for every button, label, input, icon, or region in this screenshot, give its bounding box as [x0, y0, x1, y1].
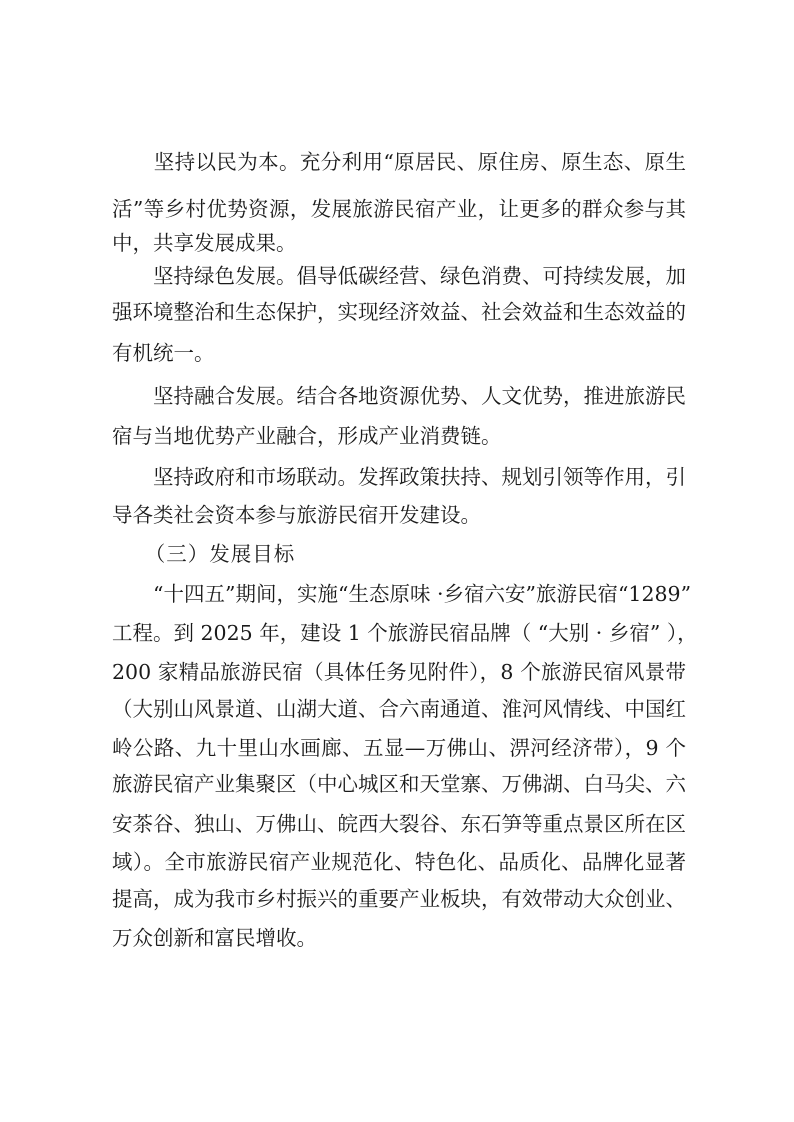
paragraph-green-line-1: 坚持绿色发展。倡导低碳经营、绿色消费、可持续发展，加 — [112, 264, 686, 288]
paragraph-goals-line-9: 提高，成为我市乡村振兴的重要产业板块，有效带动大众创业、 — [112, 887, 686, 911]
paragraph-goals-line-4: （大别山风景道、山湖大道、合六南通道、淮河风情线、中国红 — [112, 697, 686, 721]
paragraph-goals-line-5: 岭公路、九十里山水画廊、五显—万佛山、淠河经济带），9 个 — [112, 736, 686, 760]
section-heading-goals: （三）发展目标 — [112, 542, 296, 566]
paragraph-goals-line-3: 200 家精品旅游民宿（具体任务见附件），8 个旅游民宿风景带 — [112, 660, 686, 684]
paragraph-green-line-2: 强环境整治和生态保护，实现经济效益、社会效益和生态效益的 — [112, 300, 686, 324]
paragraph-green-line-3: 有机统一。 — [112, 341, 215, 365]
paragraph-government-line-2: 导各类社会资本参与旅游民宿开发建设。 — [112, 503, 481, 527]
paragraph-goals-line-1: “十四五”期间，实施“生态原味 ·乡宿六安”旅游民宿“1289” — [112, 582, 692, 606]
paragraph-goals-line-7: 安茶谷、独山、万佛山、皖西大裂谷、东石笋等重点景区所在区 — [112, 812, 686, 836]
paragraph-goals-line-8: 域）。全市旅游民宿产业规范化、特色化、品质化、品牌化显著 — [112, 850, 686, 874]
paragraph-integration-line-1: 坚持融合发展。结合各地资源优势、人文优势，推进旅游民 — [112, 384, 686, 408]
paragraph-people-first-line-3: 中，共享发展成果。 — [112, 231, 297, 255]
paragraph-goals-line-10: 万众创新和富民增收。 — [112, 926, 317, 950]
paragraph-people-first-line-2: 活”等乡村优势资源，发展旅游民宿产业，让更多的群众参与其 — [112, 197, 686, 221]
paragraph-integration-line-2: 宿与当地优势产业融合，形成产业消费链。 — [112, 424, 502, 448]
paragraph-goals-line-6: 旅游民宿产业集聚区（中心城区和天堂寨、万佛湖、白马尖、六 — [112, 772, 686, 796]
paragraph-people-first-line-1: 坚持以民为本。充分利用“原居民、原住房、原生态、原生 — [112, 150, 686, 174]
paragraph-government-line-1: 坚持政府和市场联动。发挥政策扶持、规划引领等作用，引 — [112, 465, 686, 489]
paragraph-goals-line-2: 工程。到 2025 年，建设 1 个旅游民宿品牌（ “大别 · 乡宿” ）， — [112, 621, 698, 645]
